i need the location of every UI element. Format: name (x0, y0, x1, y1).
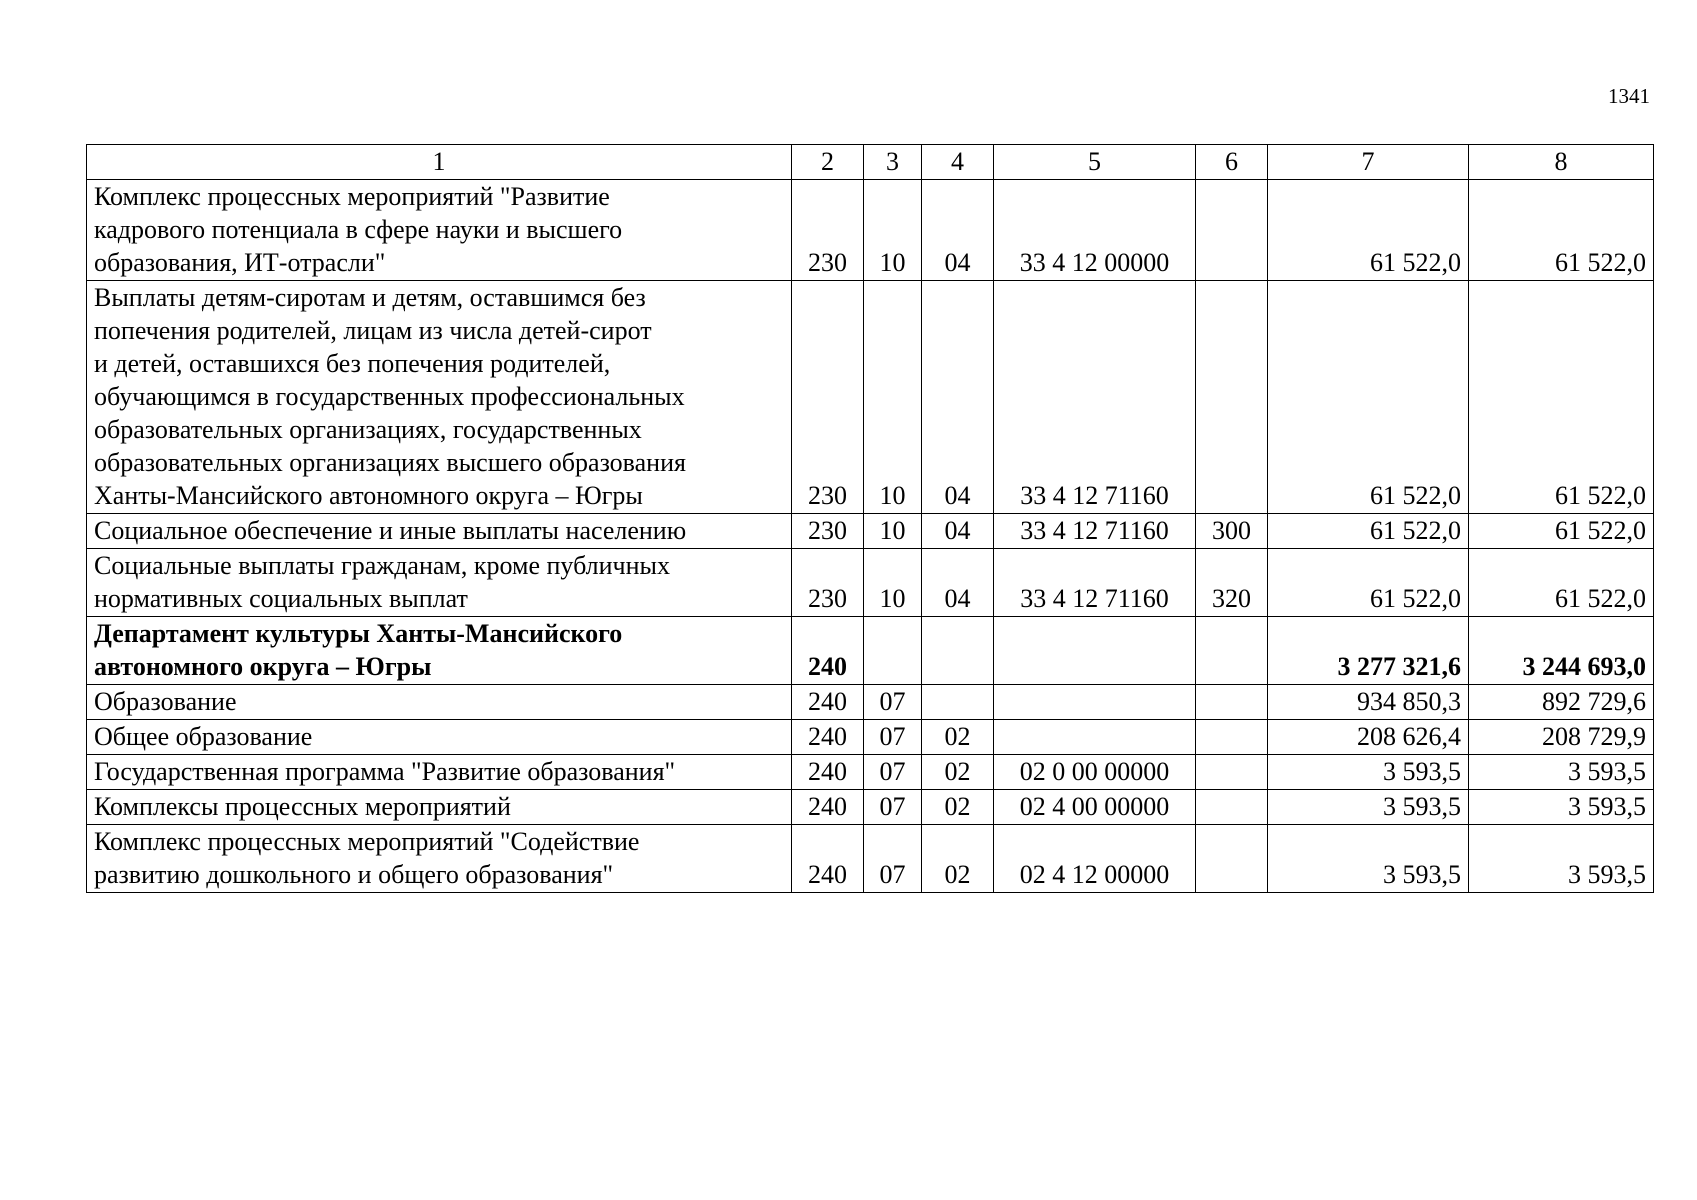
column-header: 5 (994, 145, 1196, 180)
column-header: 6 (1196, 145, 1268, 180)
cell-target-article (994, 720, 1196, 755)
column-header: 3 (864, 145, 922, 180)
column-header: 1 (87, 145, 792, 180)
item-name-line: попечения родителей, лицам из числа детей-сирот (94, 316, 652, 345)
cell-amount-col8: 3 244 693,0 (1469, 617, 1654, 685)
item-name (87, 790, 792, 825)
cell-section: 07 (864, 790, 922, 825)
cell-amount-col8: 3 593,5 (1469, 790, 1654, 825)
cell-subsection: 04 (922, 549, 994, 617)
cell-target-article: 33 4 12 71160 (994, 281, 1196, 514)
table-row (87, 720, 1654, 755)
cell-amount-col8: 61 522,0 (1469, 514, 1654, 549)
item-name-line: образовательных организациях высшего образования (94, 448, 686, 477)
cell-amount-col8: 61 522,0 (1469, 180, 1654, 281)
item-name-line: автономного округа – Югры (94, 652, 432, 681)
item-name (87, 514, 792, 549)
cell-target-article: 33 4 12 71160 (994, 514, 1196, 549)
cell-target-article (994, 685, 1196, 720)
cell-section: 10 (864, 180, 922, 281)
cell-expense-type (1196, 281, 1268, 514)
cell-ministry-code: 240 (792, 790, 864, 825)
header-row (87, 145, 1654, 180)
item-name-line: Комплекс процессных мероприятий "Содействие (94, 827, 640, 856)
item-name-line: образовательных организациях, государственных (94, 415, 642, 444)
cell-expense-type (1196, 685, 1268, 720)
table-row (87, 755, 1654, 790)
cell-ministry-code: 240 (792, 685, 864, 720)
cell-amount-col7: 61 522,0 (1268, 180, 1469, 281)
cell-subsection (922, 617, 994, 685)
cell-amount-col7: 3 593,5 (1268, 755, 1469, 790)
cell-ministry-code: 240 (792, 755, 864, 790)
cell-subsection: 02 (922, 755, 994, 790)
page-number: 1341 (1608, 84, 1650, 108)
item-name-line: обучающимся в государственных профессиональных (94, 382, 685, 411)
cell-section: 07 (864, 685, 922, 720)
cell-section: 10 (864, 281, 922, 514)
cell-section: 10 (864, 514, 922, 549)
cell-target-article: 33 4 12 71160 (994, 549, 1196, 617)
cell-ministry-code: 240 (792, 617, 864, 685)
cell-target-article: 02 0 00 00000 (994, 755, 1196, 790)
cell-amount-col8: 208 729,9 (1469, 720, 1654, 755)
cell-ministry-code: 230 (792, 180, 864, 281)
item-name-line: Образование (94, 687, 237, 716)
table-row (87, 790, 1654, 825)
item-name-line: кадрового потенциала в сфере науки и высшего (94, 215, 623, 244)
cell-ministry-code: 230 (792, 514, 864, 549)
table-row-department (87, 617, 1654, 685)
cell-amount-col8: 892 729,6 (1469, 685, 1654, 720)
cell-ministry-code: 240 (792, 720, 864, 755)
cell-amount-col7: 208 626,4 (1268, 720, 1469, 755)
cell-section: 07 (864, 720, 922, 755)
table-row (87, 825, 1654, 893)
column-header: 2 (792, 145, 864, 180)
item-name-line: Государственная программа "Развитие образования" (94, 757, 676, 786)
item-name-line: Департамент культуры Ханты-Мансийского (94, 619, 623, 648)
cell-amount-col8: 61 522,0 (1469, 281, 1654, 514)
item-name (87, 755, 792, 790)
cell-expense-type: 320 (1196, 549, 1268, 617)
table-row (87, 180, 1654, 281)
item-name-line: и детей, оставшихся без попечения родителей, (94, 349, 611, 378)
cell-section: 07 (864, 825, 922, 893)
cell-subsection: 02 (922, 790, 994, 825)
cell-amount-col7: 61 522,0 (1268, 514, 1469, 549)
item-name (87, 180, 792, 281)
cell-amount-col8: 61 522,0 (1469, 549, 1654, 617)
item-name (87, 685, 792, 720)
item-name (87, 617, 792, 685)
cell-subsection: 02 (922, 720, 994, 755)
cell-amount-col7: 61 522,0 (1268, 281, 1469, 514)
item-name-line: Социальное обеспечение и иные выплаты населению (94, 516, 687, 545)
table-row (87, 685, 1654, 720)
cell-target-article: 02 4 12 00000 (994, 825, 1196, 893)
cell-target-article: 02 4 00 00000 (994, 790, 1196, 825)
item-name-line: развитию дошкольного и общего образования" (94, 860, 614, 889)
item-name (87, 825, 792, 893)
column-header: 8 (1469, 145, 1654, 180)
table-row (87, 281, 1654, 514)
cell-expense-type (1196, 825, 1268, 893)
cell-ministry-code: 240 (792, 825, 864, 893)
cell-subsection: 04 (922, 180, 994, 281)
cell-expense-type (1196, 180, 1268, 281)
cell-subsection: 02 (922, 825, 994, 893)
item-name-line: Ханты-Мансийского автономного округа – Югры (94, 481, 643, 510)
cell-ministry-code: 230 (792, 549, 864, 617)
cell-section: 10 (864, 549, 922, 617)
item-name-line: Комплексы процессных мероприятий (94, 792, 511, 821)
item-name-line: нормативных социальных выплат (94, 584, 468, 613)
cell-amount-col8: 3 593,5 (1469, 825, 1654, 893)
cell-target-article: 33 4 12 00000 (994, 180, 1196, 281)
table-row (87, 514, 1654, 549)
item-name (87, 549, 792, 617)
cell-expense-type (1196, 790, 1268, 825)
cell-amount-col7: 61 522,0 (1268, 549, 1469, 617)
item-name (87, 281, 792, 514)
item-name-line: Социальные выплаты гражданам, кроме публичных (94, 551, 670, 580)
cell-amount-col7: 3 593,5 (1268, 825, 1469, 893)
budget-table (86, 144, 1654, 893)
table-row (87, 549, 1654, 617)
cell-amount-col8: 3 593,5 (1469, 755, 1654, 790)
item-name-line: образования, ИТ-отрасли" (94, 248, 386, 277)
cell-expense-type (1196, 617, 1268, 685)
cell-subsection: 04 (922, 281, 994, 514)
item-name-line: Выплаты детям-сиротам и детям, оставшимся без (94, 283, 646, 312)
item-name-line: Общее образование (94, 722, 313, 751)
cell-expense-type: 300 (1196, 514, 1268, 549)
item-name-line: Комплекс процессных мероприятий "Развитие (94, 182, 610, 211)
column-header: 4 (922, 145, 994, 180)
cell-section: 07 (864, 755, 922, 790)
cell-section (864, 617, 922, 685)
cell-expense-type (1196, 755, 1268, 790)
column-header: 7 (1268, 145, 1469, 180)
cell-ministry-code: 230 (792, 281, 864, 514)
cell-subsection (922, 685, 994, 720)
item-name (87, 720, 792, 755)
cell-amount-col7: 3 593,5 (1268, 790, 1469, 825)
cell-amount-col7: 3 277 321,6 (1268, 617, 1469, 685)
cell-amount-col7: 934 850,3 (1268, 685, 1469, 720)
cell-expense-type (1196, 720, 1268, 755)
cell-subsection: 04 (922, 514, 994, 549)
cell-target-article (994, 617, 1196, 685)
